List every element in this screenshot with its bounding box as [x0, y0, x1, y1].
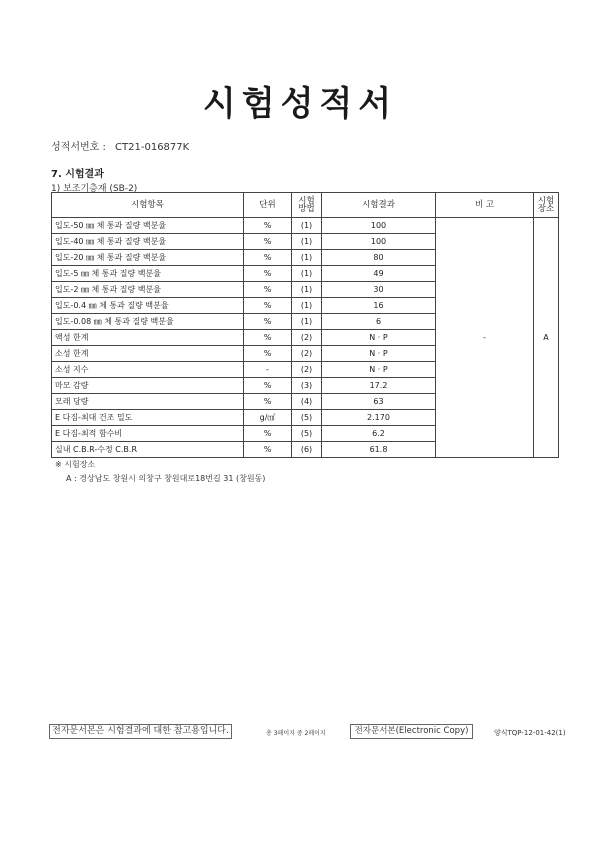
row-result: 30	[322, 282, 436, 298]
row-result: 6.2	[322, 426, 436, 442]
row-item: 입도-20 ㎜ 체 통과 질량 백분율	[52, 250, 244, 266]
row-result: 6	[322, 314, 436, 330]
row-method: (1)	[292, 234, 322, 250]
row-method: (2)	[292, 330, 322, 346]
row-item: 입도-5 ㎜ 체 통과 질량 백분율	[52, 266, 244, 282]
row-unit: %	[244, 298, 292, 314]
row-result: 100	[322, 218, 436, 234]
header-unit: 단위	[244, 193, 292, 218]
header-remark: 비 고	[436, 193, 534, 218]
footer-disclaimer: 전자문서본은 시험결과에 대한 참고용입니다.	[49, 724, 232, 739]
row-item: 입도-0.08 ㎜ 체 통과 질량 백분율	[52, 314, 244, 330]
certificate-label: 성적서번호 :	[51, 142, 106, 153]
row-result: N · P	[322, 330, 436, 346]
section-subheading: 1) 보조기층재 (SB-2)	[51, 184, 138, 194]
row-result: 49	[322, 266, 436, 282]
row-unit: %	[244, 426, 292, 442]
row-unit: %	[244, 346, 292, 362]
row-unit: %	[244, 218, 292, 234]
row-method: (2)	[292, 346, 322, 362]
row-method: (5)	[292, 426, 322, 442]
row-unit: %	[244, 330, 292, 346]
row-result: 61.8	[322, 442, 436, 458]
row-method: (5)	[292, 410, 322, 426]
table-header-row	[52, 193, 559, 218]
row-method: (3)	[292, 378, 322, 394]
row-unit: %	[244, 442, 292, 458]
row-item: 마모 감량	[52, 378, 244, 394]
row-unit: %	[244, 378, 292, 394]
row-item: E 다짐-최대 건조 밀도	[52, 410, 244, 426]
footer-form-code: 양식TQP-12-01-42(1)	[494, 729, 566, 737]
test-place-note: ※ 시험장소	[55, 460, 96, 469]
row-unit: %	[244, 314, 292, 330]
row-result: 63	[322, 394, 436, 410]
row-item: 입도-2 ㎜ 체 통과 질량 백분율	[52, 282, 244, 298]
test-place-address: A : 경상남도 창원시 의창구 창원대로18번길 31 (창원동)	[66, 474, 266, 483]
row-result: 100	[322, 234, 436, 250]
footer-page-indicator: 총 3페이지 중 2페이지	[266, 730, 326, 737]
header-place: 시험장소	[534, 193, 559, 218]
table-row	[52, 218, 559, 234]
certificate-value: CT21-016877K	[115, 142, 190, 153]
row-item: 액성 한계	[52, 330, 244, 346]
row-method: (4)	[292, 394, 322, 410]
row-unit: %	[244, 234, 292, 250]
row-item: 실내 C.B.R-수정 C.B.R	[52, 442, 244, 458]
row-method: (1)	[292, 218, 322, 234]
row-method: (1)	[292, 298, 322, 314]
row-unit: %	[244, 394, 292, 410]
header-result: 시험결과	[322, 193, 436, 218]
row-item: 모래 당량	[52, 394, 244, 410]
place-cell: A	[534, 218, 559, 458]
row-item: E 다짐-최적 함수비	[52, 426, 244, 442]
row-result: N · P	[322, 362, 436, 378]
row-item: 입도-40 ㎜ 체 통과 질량 백분율	[52, 234, 244, 250]
row-item: 소성 한계	[52, 346, 244, 362]
row-unit: -	[244, 362, 292, 378]
row-unit: %	[244, 250, 292, 266]
row-result: 80	[322, 250, 436, 266]
header-item: 시험항목	[52, 193, 244, 218]
row-method: (1)	[292, 282, 322, 298]
row-unit: %	[244, 282, 292, 298]
document-title: 시험성적서	[202, 84, 398, 124]
header-method: 시험방법	[292, 193, 322, 218]
row-method: (1)	[292, 266, 322, 282]
row-unit: g/㎤	[244, 410, 292, 426]
row-item: 입도-0.4 ㎜ 체 통과 질량 백분율	[52, 298, 244, 314]
footer-electronic-copy: 전자문서본(Electronic Copy)	[350, 724, 473, 739]
certificate-number	[51, 138, 195, 153]
row-method: (6)	[292, 442, 322, 458]
row-item: 소성 지수	[52, 362, 244, 378]
row-result: 2.170	[322, 410, 436, 426]
section-heading: 7. 시험결과	[51, 169, 104, 180]
row-result: N · P	[322, 346, 436, 362]
row-method: (1)	[292, 314, 322, 330]
remark-cell: -	[436, 218, 534, 458]
results-table	[51, 192, 559, 458]
row-result: 16	[322, 298, 436, 314]
row-result: 17.2	[322, 378, 436, 394]
row-method: (2)	[292, 362, 322, 378]
row-method: (1)	[292, 250, 322, 266]
row-unit: %	[244, 266, 292, 282]
row-item: 입도-50 ㎜ 체 통과 질량 백분율	[52, 218, 244, 234]
